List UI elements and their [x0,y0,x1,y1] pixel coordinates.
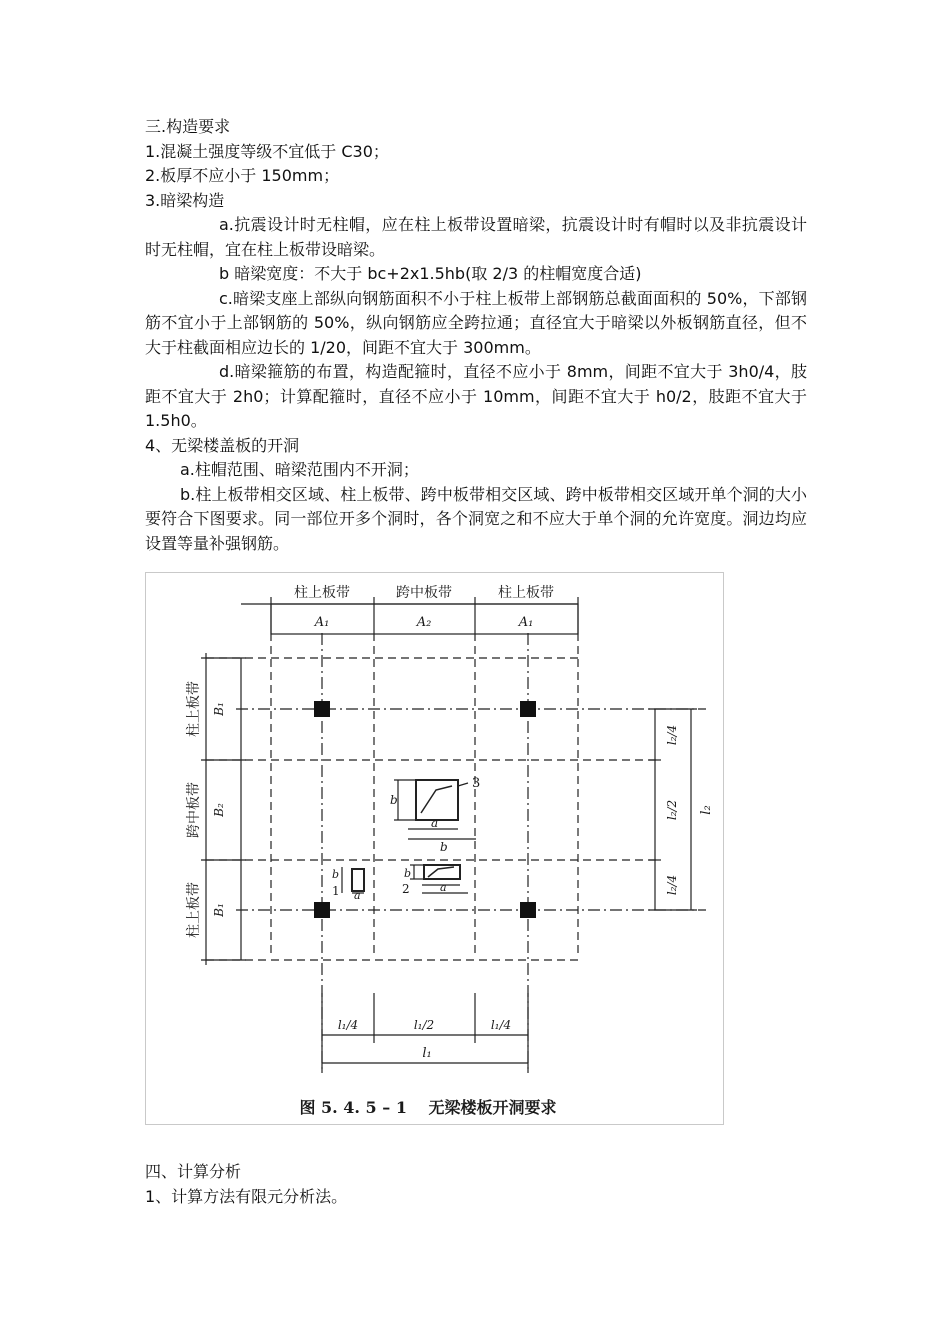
bottom-dim-l1-total: l₁ [422,1046,432,1061]
hole-3-dim-a: a [431,816,439,830]
figure-caption: 图 5. 4. 5 – 1 无梁楼板开洞要求 [299,1098,557,1117]
item-hidden-beam-a: a.抗震设计时无柱帽，应在柱上板带设置暗梁，抗震设计时有帽时以及非抗震设计时无柱帽，宜在柱上板带设暗梁。 [145,215,807,259]
item-hidden-beam-b: b 暗梁宽度：不大于 bc+2x1.5hb(取 2/3 的柱帽宽度合适) [219,264,642,283]
right-dim-l2-quarter-bottom: l₂/4 [665,874,679,896]
right-dim-l2-half: l₂/2 [665,799,679,821]
hole-1-dim-b: b [332,868,340,881]
hole-1-label: 1 [332,884,340,898]
heading-calculation: 四、计算分析 [145,1162,242,1181]
left-label-column-strip-1: 柱上板带 [186,681,202,737]
left-sub-b1: B₁ [212,702,226,716]
top-label-column-strip-2: 柱上板带 [498,585,554,601]
top-sub-a1: A₁ [314,615,330,630]
item-openings-b: b.柱上板带相交区域、柱上板带、跨中板带相交区域、跨中板带相交区域开单个洞的大小要符合下图要求。同一部位开多个洞时，各个洞宽之和不应大于单个洞的允许宽度。洞边均应设置等量补强钢筋。 [145,484,807,553]
item-slab-thickness: 2.板厚不应小于 150mm； [145,166,340,185]
top-sub-a1-right: A₁ [518,615,534,630]
hole-2-label: 2 [402,882,410,896]
right-dim-l2-total: l₂ [699,805,714,815]
hole-1-dim-a: a [354,889,361,902]
item-fem-method: 1、计算方法有限元分析法。 [145,1186,348,1206]
left-sub-b2: B₂ [212,803,226,817]
item-hidden-beam-c: c.暗梁支座上部纵向钢筋面积不小于柱上板带上部钢筋总截面面积的 50%，下部钢筋不宜小于上部钢筋的 50%，纵向钢筋应全跨拉通；直径宜大于暗梁以外板钢筋直径，但不大于柱截面相应边长的 1/20，间距不宜大于 300mm。 [145,288,807,357]
hole-3-dim-b-vertical: b [390,793,398,807]
figure-drawing [146,573,725,1126]
left-sub-b1-bottom: B₁ [212,903,226,917]
bottom-dim-l1-quarter-left: l₁/4 [337,1018,359,1032]
bottom-dim-l1-half: l₁/2 [413,1018,435,1032]
right-dim-l2-quarter-top: l₂/4 [665,724,679,746]
item-openings-a: a.柱帽范围、暗梁范围内不开洞； [180,460,419,479]
hole-3-dim-b: b [440,840,448,854]
hole-2-dim-b: b [404,867,412,880]
left-label-column-strip-2: 柱上板带 [186,882,202,938]
section-three [145,115,807,556]
top-label-middle-strip: 跨中板带 [396,585,452,601]
item-hidden-beam-d: d.暗梁箍筋的布置，构造配箍时，直径不应小于 8mm，间距不宜大于 3h0/4，肢距不宜大于 2h0；计算配箍时，直径不应小于 10mm，间距不宜大于 h0/2，肢距不宜大于 1.5h0。 [145,362,807,430]
item-concrete-grade: 1.混凝土强度等级不宜低于 C30； [145,141,389,161]
heading-construction: 三.构造要求 [145,117,231,136]
hole-3-label: 3 [472,776,481,791]
top-label-column-strip-1: 柱上板带 [294,585,350,601]
left-label-middle-strip: 跨中板带 [186,782,202,838]
bottom-dim-l1-quarter-right: l₁/4 [490,1018,512,1032]
item-hidden-beam: 3.暗梁构造 [145,190,225,210]
top-sub-a2: A₂ [416,615,432,630]
section-four [145,1160,807,1209]
hole-2-dim-a: a [440,881,447,894]
heading-openings: 4、无梁楼盖板的开洞 [145,435,300,455]
opening-requirements-figure [145,572,724,1125]
